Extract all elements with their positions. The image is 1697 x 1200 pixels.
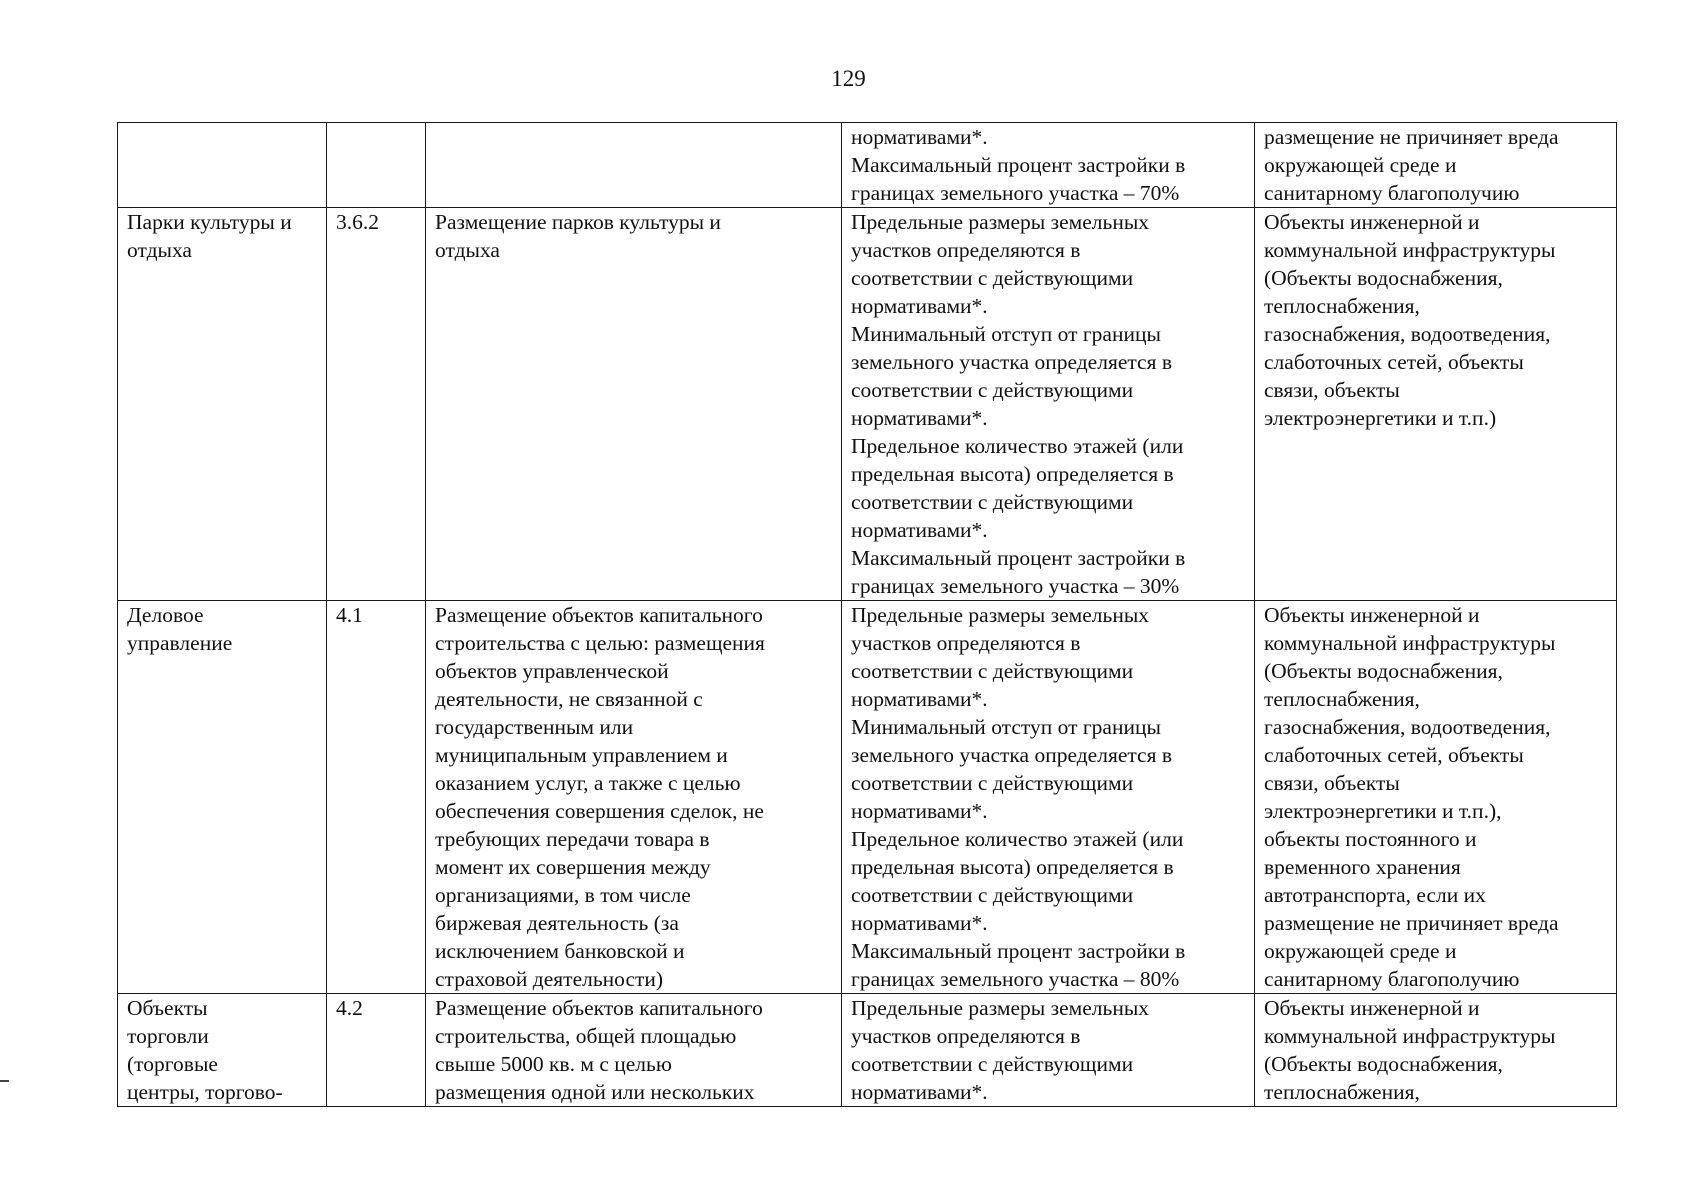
use-name-cell	[118, 208, 327, 601]
page-number: 129	[831, 66, 866, 91]
auxiliary-uses-text: Объекты инженерной и коммунальной инфраструктуры (Объекты водоснабжения, теплоснабжения, газоснабжения, водоотведения, слаботочных сетей, объекты связи, объекты электроэнергетики и т.п.), объекты постоянного и временного хранения автотранспорта, если их размещение не причиняет вреда окружающей среде и санитарному благополучию	[1264, 603, 1559, 991]
parameters-cell	[842, 601, 1255, 994]
auxiliary-uses-text: Объекты инженерной и коммунальной инфраструктуры (Объекты водоснабжения, теплоснабжения, газоснабжения, водоотведения, слаботочных сетей, объекты связи, объекты электроэнергетики и т.п.)	[1264, 210, 1556, 430]
auxiliary-uses-cell	[1255, 208, 1617, 601]
table-row	[118, 208, 1617, 601]
use-description-cell	[426, 208, 842, 601]
use-description-cell	[426, 994, 842, 1107]
use-name-cell	[118, 123, 327, 208]
use-name-text: Парки культуры и отдыха	[127, 210, 292, 262]
use-code-cell	[327, 123, 426, 208]
parameters-text: Предельные размеры земельных участков определяются в соответствии с действующими нормативами*.	[851, 996, 1150, 1104]
use-description-cell	[426, 123, 842, 208]
table-row	[118, 601, 1617, 994]
table-row	[118, 994, 1617, 1107]
use-code-text: 3.6.2	[336, 210, 379, 234]
auxiliary-uses-cell	[1255, 601, 1617, 994]
parameters-cell	[842, 208, 1255, 601]
use-description-text: Размещение объектов капитального строительства с целью: размещения объектов управленческой деятельности, не связанной с государственным или муниципальным управлением и оказанием услуг, а также с целью обеспечения совершения сделок, не требующих передачи товара в момент их совершения между организациями, в том числе биржевая деятельность (за исключением банковской и страховой деятельности)	[435, 603, 765, 991]
parameters-cell	[842, 994, 1255, 1107]
scan-edge-mark	[0, 1080, 9, 1082]
auxiliary-uses-text: размещение не причиняет вреда окружающей среде и санитарному благополучию	[1264, 125, 1559, 205]
auxiliary-uses-text: Объекты инженерной и коммунальной инфраструктуры (Объекты водоснабжения, теплоснабжения,	[1264, 996, 1556, 1104]
auxiliary-uses-cell	[1255, 123, 1617, 208]
use-code-cell	[327, 601, 426, 994]
use-code-text: 4.1	[336, 603, 363, 627]
auxiliary-uses-cell	[1255, 994, 1617, 1107]
use-code-text: 4.2	[336, 996, 363, 1020]
use-code-cell	[327, 994, 426, 1107]
use-description-cell	[426, 601, 842, 994]
parameters-text: нормативами*. Максимальный процент застройки в границах земельного участка – 70%	[851, 125, 1186, 205]
land-use-regulations-table	[117, 122, 1617, 1107]
parameters-text: Предельные размеры земельных участков определяются в соответствии с действующими нормативами*. Минимальный отступ от границы земельного участка определяется в соответствии с действующими нормативами*. Предельное количество этажей (или предельная высота) определяется в соответствии с действующими нормативами*. Максимальный процент застройки в границах земельного участка – 80%	[851, 603, 1186, 991]
table-row	[118, 123, 1617, 208]
use-name-text: Деловое управление	[127, 603, 233, 655]
use-description-text: Размещение парков культуры и отдыха	[435, 210, 721, 262]
use-description-text: Размещение объектов капитального строительства, общей площадью свыше 5000 кв. м с целью размещения одной или нескольких	[435, 996, 763, 1104]
use-name-text: Объекты торговли (торговые центры, торгово-	[127, 996, 283, 1104]
use-name-cell	[118, 601, 327, 994]
use-code-cell	[327, 208, 426, 601]
use-name-cell	[118, 994, 327, 1107]
parameters-cell	[842, 123, 1255, 208]
parameters-text: Предельные размеры земельных участков определяются в соответствии с действующими нормативами*. Минимальный отступ от границы земельного участка определяется в соответствии с действующими нормативами*. Предельное количество этажей (или предельная высота) определяется в соответствии с действующими нормативами*. Максимальный процент застройки в границах земельного участка – 30%	[851, 210, 1186, 598]
